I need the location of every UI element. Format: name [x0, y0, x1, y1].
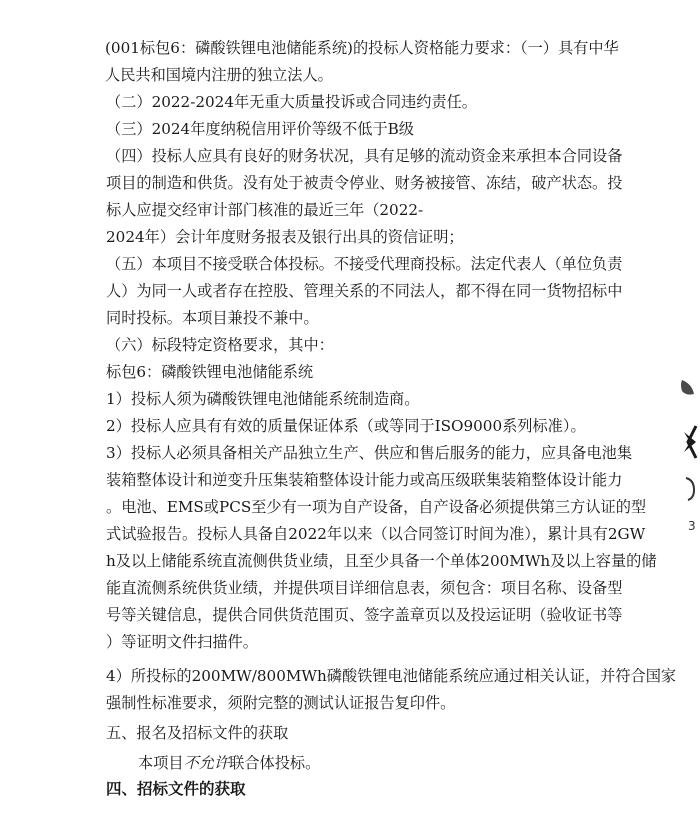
- text-line-14: 1）投标人须为磷酸铁锂电池储能系统制造商。: [106, 390, 420, 408]
- text-run: 联合体投标。: [229, 754, 321, 772]
- section-heading-obtain-documents: 四、招标文件的获取: [106, 779, 246, 798]
- text-run: 本项目: [138, 754, 184, 772]
- text-run-italic: 不允许: [183, 754, 230, 772]
- text-line-17: 装箱整体设计和逆变升压集装箱整体设计能力或高压级联集装箱整体设计能力: [106, 471, 623, 489]
- text-line-6: 项目的制造和供货。没有处于被责令停业、财务被接管、冻结，破产状态。投: [106, 174, 623, 192]
- text-line-4: （三）2024年度纳税信用评价等级不低于B级: [106, 120, 414, 138]
- text-line-23: ）等证明文件扫描件。: [106, 633, 258, 651]
- text-line-18: 。电池、EMS或PCS至少有一项为自产设备，自产设备必须提供第三方认证的型: [106, 498, 647, 516]
- text-line-10: 人）为同一人或者存在控股、管理关系的不同法人，都不得在同一货物招标中: [106, 282, 623, 300]
- text-line-25: 强制性标准要求，须附完整的测试认证报告复印件。: [106, 694, 456, 712]
- text-line-21: 能直流侧系统供货业绩，并提供项目详细信息表，须包含：项目名称、设备型: [106, 579, 623, 597]
- text-line-20: h及以上储能系统直流侧供货业绩，且至少具备一个单体200MWh及以上容量的储: [106, 552, 657, 570]
- text-line-12: （六）标段特定资格要求，其中：: [106, 336, 334, 354]
- text-line-9: （五）本项目不接受联合体投标。不接受代理商投标。法定代表人（单位负责: [106, 255, 623, 273]
- text-line-16: 3）投标人必须具备相关产品独立生产、供应和售后服务的能力，应具备电池集: [106, 444, 633, 462]
- text-line-19: 式试验报告。投标人具备自2022年以来（以合同签订时间为准），累计具有2GW: [106, 525, 646, 543]
- text-line-24: 4）所投标的200MW/800MWh磷酸铁锂电池储能系统应通过相关认证，并符合国家: [106, 667, 677, 685]
- text-line-5: （四）投标人应具有良好的财务状况，具有足够的流动资金来承担本合同设备: [106, 147, 623, 165]
- text-line-15: 2）投标人应具有有效的质量保证体系（或等同于ISO9000系列标准）。: [106, 417, 586, 435]
- text-line-1: (001标包6：磷酸铁锂电池储能系统)的投标人资格能力要求：（一）具有中华: [105, 39, 619, 57]
- text-line-11: 同时投标。本项目兼投不兼中。: [106, 309, 319, 327]
- text-line-joint-bidding: [138, 754, 320, 772]
- text-line-2: 人民共和国境内注册的独立法人。: [105, 66, 333, 84]
- seal-fragment-text: 3: [688, 519, 696, 533]
- seal-stamp-fragment: [660, 360, 700, 560]
- section-heading-registration: 五、报名及招标文件的获取: [106, 724, 289, 742]
- text-line-22: 号等关键信息，提供合同供货范围页、签字盖章页以及投运证明（验收证书等: [106, 606, 623, 624]
- text-line-8: 2024年）会计年度财务报表及银行出具的资信证明；: [106, 228, 464, 246]
- text-line-7: 标人应提交经审计部门核准的最近三年（2022-: [106, 201, 424, 219]
- text-line-3: （二）2022-2024年无重大质量投诉或合同违约责任。: [106, 93, 477, 111]
- text-line-13: 标包6：磷酸铁锂电池储能系统: [106, 363, 314, 381]
